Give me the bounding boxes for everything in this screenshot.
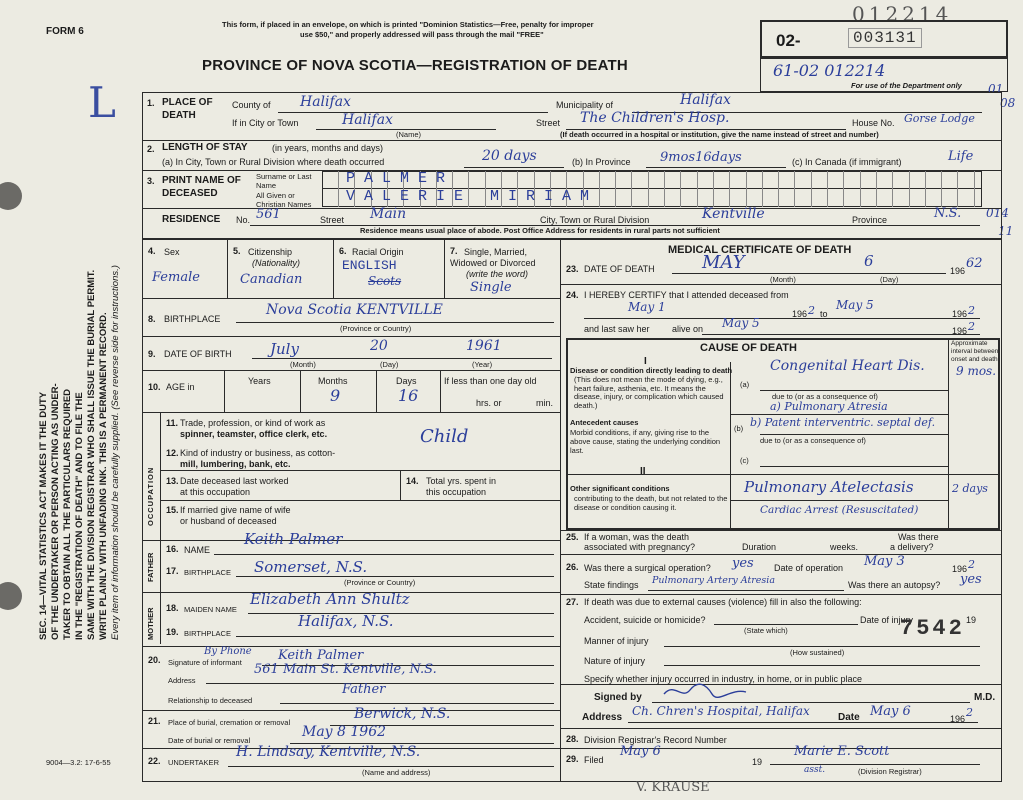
q15-label-2: or husband of deceased — [180, 516, 277, 526]
citizenship-value: Canadian — [240, 272, 303, 287]
q19-number: 19. — [166, 627, 179, 637]
citizenship-sub: (Nationality) — [252, 258, 301, 268]
citizenship-label: Citizenship — [248, 247, 293, 257]
name-grid-divider — [338, 171, 339, 207]
death-year-prefix: 196 — [950, 266, 966, 276]
death-year: 62 — [966, 256, 983, 271]
marital-label-1: Single, Married, — [464, 247, 528, 257]
manner-label: Manner of injury — [584, 636, 649, 646]
father-name-value: Keith Palmer — [244, 530, 343, 548]
physician-address-label: Address — [582, 712, 623, 723]
medical-title: MEDICAL CERTIFICATE OF DEATH — [668, 244, 852, 256]
residence-label: RESIDENCE — [162, 214, 221, 225]
stay-a-label: (a) In City, Town or Rural Division where death occurred — [162, 157, 385, 167]
q5-number: 5. — [233, 246, 241, 256]
municipality-label: Municipality of — [556, 100, 614, 110]
stay-b-value: 9mos16days — [660, 150, 742, 165]
state-which: (State which) — [744, 626, 788, 635]
print-name-label: PRINT NAME OF DECEASED — [162, 175, 241, 199]
other-cause-1-interval: 2 days — [952, 482, 988, 495]
injury-year: 19 — [966, 615, 977, 625]
q10-number: 10. — [148, 382, 161, 392]
margin-code-1: 01 — [988, 82, 1004, 96]
physician-address: Ch. Chren's Hospital, Halifax — [632, 704, 810, 718]
surname-label: Surname or Last Name — [256, 172, 312, 190]
other-label-1: Other significant conditions — [570, 484, 670, 493]
cause-a-letter: (a) — [740, 380, 750, 389]
q26-number: 26. — [566, 562, 579, 572]
birthplace-caption: (Province or Country) — [340, 324, 412, 333]
name-grid-divider — [631, 171, 632, 207]
attended-to: May 5 — [836, 298, 874, 312]
house-value: Gorse Lodge — [904, 112, 975, 125]
racial-struck: Scots — [368, 274, 402, 288]
sidebar-instructions — [38, 265, 122, 640]
cause-b-letter: (b) — [734, 424, 744, 433]
by-phone: By Phone — [204, 646, 252, 657]
birthplace-label: BIRTHPLACE — [164, 314, 221, 324]
name-grid-divider — [713, 171, 714, 207]
form-title: PROVINCE OF NOVA SCOTIA—REGISTRATION OF DEATH — [202, 57, 628, 74]
q14-label-2: this occupation — [426, 487, 487, 497]
alive-year: 2 — [968, 320, 975, 333]
death-day-caption: (Day) — [880, 275, 899, 284]
dept-use-label: For use of the Department only — [851, 81, 962, 90]
municipality-value: Halifax — [680, 92, 731, 108]
racial-label: Racial Origin — [352, 247, 404, 257]
given-label: All Given or Christian Names — [256, 191, 312, 209]
mother-birthplace-label: BIRTHPLACE — [184, 629, 231, 638]
cause-b1-value: a) Pulmonary Atresia — [770, 400, 888, 413]
q14-number: 14. — [406, 476, 419, 486]
residence-street-value: Main — [370, 206, 407, 222]
stay-c-label: (c) In Canada (if immigrant) — [792, 157, 902, 167]
dept-number: 61-02 012214 — [773, 61, 886, 80]
q9-number: 9. — [148, 349, 156, 359]
occupation-section-label: OCCUPATION — [146, 466, 155, 526]
q25-label-2: associated with pregnancy? — [584, 542, 696, 552]
registration-number-box — [760, 20, 1008, 58]
registrar-asst: asst. — [804, 765, 826, 775]
duration-label: Duration — [742, 542, 777, 552]
mother-birthplace-value: Halifax, N.S. — [298, 612, 394, 630]
cause-a-value: Congenital Heart Dis. — [770, 358, 925, 374]
due-to-a: due to (or as a consequence of) — [772, 392, 878, 401]
cause-b-value: b) Patent interventric. septal def. — [750, 416, 936, 429]
city-name-caption: (Name) — [396, 130, 422, 139]
roman-1: I — [644, 356, 647, 367]
reg-prefix: 02- — [776, 31, 801, 50]
registrar-signature: Marie E. Scott — [794, 744, 890, 759]
q8-number: 8. — [148, 314, 156, 324]
burial-date-value: May 8 1962 — [302, 724, 387, 740]
q20-number: 20. — [148, 655, 161, 665]
given-value: VALERIE MIRIAM — [346, 188, 599, 205]
name-grid-divider — [729, 171, 730, 207]
delivery-label-1: Was there — [898, 532, 939, 542]
father-birthplace-label: BIRTHPLACE — [184, 568, 231, 577]
disease-label-2: (This does not mean the mode of dying, e.g., heart failure, asthenia, etc. It means the disease, injury, or complication which caused death.) — [574, 375, 724, 410]
relationship-label: Relationship to deceased — [168, 696, 253, 705]
name-grid-divider — [697, 171, 698, 207]
envelope-notice-2: use $50," and properly addressed will pass through the mail "FREE" — [300, 30, 544, 39]
residence-note: Residence means usual place of abode. Post Office Address for residents in rural parts not sufficient — [360, 226, 720, 235]
pencil-mark-l: L — [88, 78, 116, 127]
q3-number: 3. — [147, 176, 155, 186]
relationship-value: Father — [342, 682, 386, 697]
dob-label: DATE OF BIRTH — [164, 349, 232, 359]
mother-maiden-value: Elizabeth Ann Shultz — [250, 590, 410, 608]
undertaker-value: H. Lindsay, Kentville, N.S. — [236, 744, 421, 760]
punch-hole-top — [0, 182, 22, 210]
death-month: MAY — [702, 252, 745, 273]
residence-street-label: Street — [320, 215, 345, 225]
residence-no-label: No. — [236, 215, 251, 225]
q25-label-1: If a woman, was the death — [584, 532, 690, 542]
informant-signature: Keith Palmer — [278, 648, 364, 663]
cause-c-letter: (c) — [740, 456, 749, 465]
q25-number: 25. — [566, 532, 579, 542]
manner-value: 7542 — [900, 616, 965, 641]
dob-month-caption: (Month) — [290, 360, 316, 369]
attended-from: May 1 — [628, 300, 666, 314]
how-sustained: (How sustained) — [790, 648, 845, 657]
record-number-label: Division Registrar's Record Number — [584, 735, 727, 745]
margin-code-3: 014 — [986, 206, 1009, 220]
dob-day-caption: (Day) — [380, 360, 399, 369]
occupation-value: Child — [420, 426, 469, 447]
racial-value: ENGLISH — [342, 258, 397, 273]
q27-number: 27. — [566, 597, 579, 607]
father-name-label: NAME — [184, 545, 211, 555]
name-grid-divider — [941, 171, 942, 207]
name-grid-divider — [599, 171, 600, 207]
sex-label: Sex — [164, 247, 180, 257]
q4-number: 4. — [148, 246, 156, 256]
md-label: M.D. — [974, 692, 996, 703]
name-grid-divider — [892, 171, 893, 207]
months-label: Months — [318, 376, 348, 386]
op-year-prefix: 196 — [952, 564, 968, 574]
footer-handwritten: V. KRAUSE — [636, 780, 710, 795]
q18-number: 18. — [166, 603, 179, 613]
name-grid-divider — [909, 171, 910, 207]
surgical-label: Was there a surgical operation? — [584, 563, 711, 573]
q15-number: 15. — [166, 505, 179, 515]
attended-year-prefix-b: 196 — [952, 309, 968, 319]
filed-label: Filed — [584, 755, 604, 765]
footer-code: 9004—3.2: 17-6-55 — [46, 758, 111, 767]
filed-year: 19 — [752, 757, 763, 767]
institution-note: (If death occurred in a hospital or institution, give the name instead of street and number) — [560, 130, 879, 139]
place-of-death-label: PLACE OF DEATH — [162, 97, 213, 121]
house-label: House No. — [852, 118, 895, 128]
marital-label-2: Widowed or Divorced — [450, 258, 536, 268]
stay-b-label: (b) In Province — [572, 157, 631, 167]
q16-number: 16. — [166, 544, 179, 554]
q12-label-1: Kind of industry or business, as cotton- — [180, 448, 336, 458]
cause-a-interval: 9 mos. — [956, 364, 997, 378]
interval-label: Approximate interval between onset and death — [951, 340, 999, 363]
birthplace-value: Nova Scotia KENTVILLE — [266, 302, 443, 318]
stay-unit-note: (in years, months and days) — [272, 143, 384, 153]
name-grid-divider — [811, 171, 812, 207]
nature-label: Nature of injury — [584, 656, 646, 666]
father-section-label: FATHER — [146, 552, 155, 582]
autopsy-value: yes — [960, 572, 982, 587]
physician-date: May 6 — [870, 704, 911, 719]
cause-title: CAUSE OF DEATH — [700, 342, 797, 354]
informant-address-label: Address — [168, 676, 196, 685]
surgical-value: yes — [732, 556, 754, 571]
margin-code-2: 08 — [1000, 96, 1016, 110]
residence-province-label: Province — [852, 215, 888, 225]
sidebar-line-5: SAME WITH THE DIVISION REGISTRAR WHO SHALL ISSUE THE BURIAL PERMIT. — [86, 269, 97, 640]
findings-label: State findings — [584, 580, 639, 590]
name-grid-divider — [827, 171, 828, 207]
age-months-value: 9 — [330, 386, 341, 405]
q12-label-2: mill, lumbering, bank, etc. — [180, 459, 291, 469]
delivery-label-2: a delivery? — [890, 542, 934, 552]
signed-by-label: Signed by — [594, 692, 642, 703]
reg-number: 003131 — [848, 28, 922, 48]
q23-number: 23. — [566, 264, 579, 274]
alive-on-value: May 5 — [722, 316, 760, 330]
antecedent-label-1: Antecedent causes — [570, 418, 639, 427]
street-value: The Children's Hosp. — [580, 110, 730, 126]
form-number: FORM 6 — [46, 26, 84, 37]
attended-year-b: 2 — [968, 304, 975, 317]
county-value: Halifax — [300, 94, 351, 110]
father-birthplace-value: Somerset, N.S. — [254, 558, 368, 576]
name-grid-divider — [974, 171, 975, 207]
q13-number: 13. — [166, 476, 179, 486]
name-grid-divider — [876, 171, 877, 207]
less-than-day: If less than one day old — [444, 376, 537, 386]
name-grid-divider — [615, 171, 616, 207]
attended-year-prefix-a: 196 — [792, 309, 808, 319]
residence-city-value: Kentville — [702, 206, 765, 222]
length-of-stay-label: LENGTH OF STAY — [162, 142, 248, 153]
q11-label-2: spinner, teamster, office clerk, etc. — [180, 429, 328, 439]
residence-city-label: City, Town or Rural Division — [540, 215, 650, 225]
q14-label-1: Total yrs. spent in — [426, 476, 497, 486]
findings-value: Pulmonary Artery Atresia — [652, 575, 776, 586]
registrar-caption: (Division Registrar) — [858, 767, 922, 776]
sidebar-line-3: TAKER TO OBTAIN ALL THE PARTICULARS REQUIRED — [62, 388, 73, 640]
marital-label-3: (write the word) — [466, 269, 529, 279]
undertaker-caption: (Name and address) — [362, 768, 431, 777]
age-label: AGE in — [166, 382, 195, 392]
q13-label-1: Date deceased last worked — [180, 476, 289, 486]
residence-no-value: 561 — [256, 207, 281, 222]
residence-province-value: N.S. — [934, 206, 962, 221]
informant-address: 561 Main St. Kentville, N.S. — [254, 662, 437, 677]
other-cause-2: Cardiac Arrest (Resuscitated) — [760, 504, 919, 516]
city-value: Halifax — [342, 112, 393, 128]
sidebar-line-2: OF THE UNDERTAKER OR PERSON ACTING AS UNDER- — [50, 383, 61, 640]
margin-code-4: 11 — [998, 224, 1014, 238]
name-grid-divider — [957, 171, 958, 207]
top-corner-number: 012214 — [852, 2, 953, 26]
name-grid-divider — [778, 171, 779, 207]
op-date-value: May 3 — [864, 554, 905, 569]
name-grid-divider — [648, 171, 649, 207]
last-saw-label: and last saw her — [584, 324, 650, 334]
name-grid-divider — [925, 171, 926, 207]
years-label: Years — [248, 376, 271, 386]
name-grid-divider — [664, 171, 665, 207]
physician-signature — [660, 680, 750, 702]
burial-value: Berwick, N.S. — [354, 706, 451, 722]
mother-maiden-label: MAIDEN NAME — [184, 605, 237, 614]
county-label: County of — [232, 100, 271, 110]
dob-year: 1961 — [466, 338, 502, 354]
roman-2: II — [640, 466, 646, 477]
sex-value: Female — [152, 270, 200, 285]
min-label: min. — [536, 398, 554, 408]
q17-number: 17. — [166, 566, 179, 576]
marital-value: Single — [470, 280, 512, 295]
burial-date-label: Date of burial or removal — [168, 736, 251, 745]
due-to-b: due to (or as a consequence of) — [760, 436, 866, 445]
q2-number: 2. — [147, 144, 155, 154]
sidebar-line-7: Every item of information should be carefully supplied. — [110, 412, 121, 640]
q1-number: 1. — [147, 98, 155, 108]
hrs-label: hrs. or — [476, 398, 502, 408]
filed-value: May 6 — [620, 744, 661, 759]
surname-value: PALMER — [346, 170, 455, 187]
stay-c-value: Life — [948, 149, 974, 164]
punch-hole-bottom — [0, 582, 22, 610]
alive-on-label: alive on — [672, 324, 704, 334]
q12-number: 12. — [166, 448, 179, 458]
other-cause-1: Pulmonary Atelectasis — [744, 478, 914, 496]
specify-label: Specify whether injury occurred in industry, in home, or in public place — [584, 674, 862, 684]
sidebar-line-4: IN THE "REGISTRATION OF DEATH" AND TO FILE THE — [74, 392, 85, 640]
sidebar-line-8: (See reverse side for instructions.) — [110, 265, 121, 410]
sidebar-line-6: WRITE PLAINLY WITH UNFADING INK. THIS IS A PERMANENT RECORD. — [98, 312, 109, 640]
death-month-caption: (Month) — [770, 275, 796, 284]
physician-date-label: Date — [838, 712, 860, 723]
q11-label-1: Trade, profession, or kind of work as — [180, 418, 326, 428]
autopsy-label: Was there an autopsy? — [848, 580, 941, 590]
mother-section-label: MOTHER — [146, 607, 155, 640]
op-date-label: Date of operation — [774, 563, 844, 573]
burial-label: Place of burial, cremation or removal — [168, 718, 291, 727]
name-grid-divider — [843, 171, 844, 207]
days-label: Days — [396, 376, 417, 386]
q22-number: 22. — [148, 756, 161, 766]
envelope-notice-1: This form, if placed in an envelope, on which is printed "Dominion Statistics—Free, penalty for improper — [222, 20, 594, 29]
q7-number: 7. — [450, 246, 458, 256]
sidebar-line-1: SEC. 14—VITAL STATISTICS ACT MAKES IT THE DUTY — [38, 391, 49, 640]
physician-year-prefix: 196 — [950, 714, 966, 724]
physician-year: 2 — [966, 706, 973, 719]
dob-day: 20 — [370, 338, 388, 354]
injury-date-label: Date of injury — [860, 615, 914, 625]
name-grid-divider — [860, 171, 861, 207]
antecedent-label-2: Morbid conditions, if any, giving rise to the above cause, stating the underlying condition last. — [570, 428, 721, 455]
age-days-value: 16 — [398, 386, 419, 405]
q15-label-1: If married give name of wife — [180, 505, 291, 515]
certify-label: I HEREBY CERTIFY that I attended deceased from — [584, 290, 789, 300]
stay-a-value: 20 days — [482, 148, 537, 164]
street-label: Street — [536, 118, 561, 128]
op-year: 2 — [968, 558, 975, 571]
city-label: If in City or Town — [232, 118, 299, 128]
attended-to-label: to — [820, 309, 828, 319]
alive-year-prefix: 196 — [952, 326, 968, 336]
name-grid-divider — [762, 171, 763, 207]
accident-label: Accident, suicide or homicide? — [584, 615, 706, 625]
name-grid-divider — [794, 171, 795, 207]
external-label: If death was due to external causes (violence) fill in also the following: — [584, 597, 862, 607]
q21-number: 21. — [148, 716, 161, 726]
other-label-2: contributing to the death, but not related to the disease or condition causing it. — [574, 494, 728, 512]
q28-number: 28. — [566, 734, 579, 744]
undertaker-label: UNDERTAKER — [168, 758, 219, 767]
q11-number: 11. — [166, 418, 179, 428]
q6-number: 6. — [339, 246, 347, 256]
q13-label-2: at this occupation — [180, 487, 251, 497]
informant-sig-label: Signature of informant — [168, 658, 242, 667]
dob-month: July — [270, 340, 299, 358]
father-birthplace-caption: (Province or Country) — [344, 578, 416, 587]
name-grid-divider — [746, 171, 747, 207]
attended-year-a: 2 — [808, 304, 815, 317]
q24-number: 24. — [566, 290, 579, 300]
death-date-label: DATE OF DEATH — [584, 264, 655, 274]
name-grid-divider — [680, 171, 681, 207]
q29-number: 29. — [566, 754, 579, 764]
weeks-label: weeks. — [830, 542, 859, 552]
disease-label-1: Disease or condition directly leading to death — [570, 366, 733, 375]
death-day: 6 — [864, 252, 874, 270]
dept-use-box — [760, 58, 1008, 92]
dob-year-caption: (Year) — [472, 360, 493, 369]
